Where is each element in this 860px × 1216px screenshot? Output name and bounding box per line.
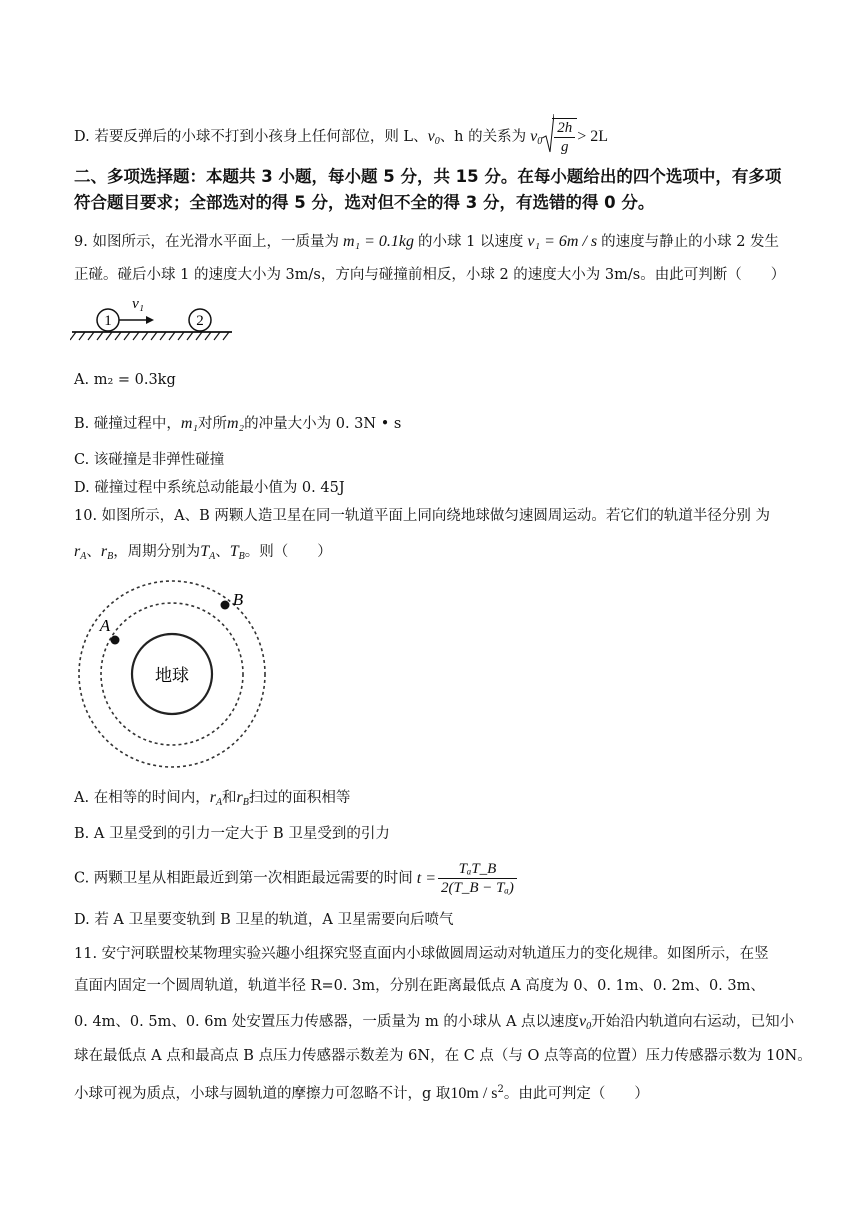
hatch-mark <box>169 332 175 340</box>
hatch-mark <box>196 332 202 340</box>
section-heading-line1: 二、多项选择题：本题共 3 小题，每小题 5 分，共 15 分。在每小题给出的四个选项中，有多项 <box>74 167 782 186</box>
q10-option-b: B. A 卫星受到的引力一定大于 B 卫星受到的引力 <box>74 826 390 842</box>
option-d-q8: D. 若要反弹后的小球不打到小孩身上任何部位，则 L、$v_0$、h 的关系为 $v_0$ $\frac{2h}{g}$ > 2L <box>74 118 608 156</box>
hatch-mark <box>88 332 94 340</box>
hatch-mark <box>106 332 112 340</box>
hatch-mark <box>133 332 139 340</box>
q10-option-a: A. 在相等的时间内，$r_A$和$r_B$扫过的面积相等 <box>74 789 351 808</box>
hatch-mark <box>124 332 130 340</box>
ground-hatching <box>70 332 229 340</box>
q10-line1: 10. 如图所示，A、B 两颗人造卫星在同一轨道平面上同向绕地球做匀速圆周运动。若它们的轨道半径分别 为 <box>74 508 771 524</box>
q11-line2: 直面内固定一个圆周轨道，轨道半径 R=0. 3m，分别在距离最低点 A 高度为 0、0. 1m、0. 2m、0. 3m、 <box>74 978 765 994</box>
q9-option-a: A. m₂ = 0.3kg <box>74 372 176 388</box>
hatch-mark <box>97 332 103 340</box>
q10-orbit-figure <box>72 574 272 774</box>
q10-line2: $r_A$、$r_B$，周期分别为$T_A$、$T_B$。则（ ） <box>74 543 332 562</box>
hatch-mark <box>70 332 76 340</box>
ball-1-label: 1 <box>104 313 112 329</box>
hatch-mark <box>214 332 220 340</box>
q11-line4: 球在最低点 A 点和最高点 B 点压力传感器示数差为 6N，在 C 点（与 O 点等高的位置）压力传感器示数为 10N。 <box>74 1048 812 1064</box>
q10-option-d: D. 若 A 卫星要变轨到 B 卫星的轨道，A 卫星需要向后喷气 <box>74 912 454 928</box>
q9-line1: 9. 如图所示，在光滑水平面上，一质量为 m₁ = 0.1kg 的小球 1 以速度 v₁ = 6m / s 的速度与静止的小球 2 发生 <box>74 233 780 250</box>
sqrt-expression: $\frac{2h}{g}$ <box>542 118 577 156</box>
q9-collision-figure <box>70 296 240 348</box>
earth-label: 地球 <box>155 666 189 686</box>
satellite-a <box>111 636 120 645</box>
satellite-b <box>221 601 230 610</box>
ball-2-label: 2 <box>196 313 204 329</box>
q11-line5: 小球可视为质点，小球与圆轨道的摩擦力可忽略不计，g 取$10m / s^2$。由此可判定（ ） <box>74 1084 649 1102</box>
satellite-a-label: A <box>99 616 111 635</box>
q11-line1: 11. 安宁河联盟校某物理实验兴趣小组探究竖直面内小球做圆周运动对轨道压力的变化规律。如图所示，在竖 <box>74 946 769 962</box>
hatch-mark <box>115 332 121 340</box>
hatch-mark <box>187 332 193 340</box>
section-heading-line2: 符合题目要求；全部选对的得 5 分，选对但不全的得 3 分，有选错的得 0 分。 <box>74 193 655 212</box>
q11-line3: 0. 4m、0. 5m、0. 6m 处安置压力传感器，一质量为 m 的小球从 A 点以速度$v_0$开始沿内轨道向右运动，已知小 <box>74 1013 795 1032</box>
q9-line2: 正碰。碰后小球 1 的速度大小为 3m/s，方向与碰撞前相反，小球 2 的速度大小为 3m/s。由此可判断（ ） <box>74 267 786 283</box>
hatch-mark <box>79 332 85 340</box>
hatch-mark <box>223 332 229 340</box>
q9-option-d: D. 碰撞过程中系统总动能最小值为 0. 45J <box>74 480 345 496</box>
hatch-mark <box>142 332 148 340</box>
q9-option-b: B. 碰撞过程中，m₁对所m₂的冲量大小为 0. 3N • s <box>74 415 402 432</box>
hatch-mark <box>178 332 184 340</box>
hatch-mark <box>151 332 157 340</box>
satellite-b-label: B <box>232 590 244 609</box>
hatch-mark <box>205 332 211 340</box>
velocity-label: v₁ <box>132 296 144 312</box>
q10-option-c: C. 两颗卫星从相距最近到第一次相距最远需要的时间 t = $\frac{\text{TₐT\_B}}{\text{2(T\_B − Tₐ)}}$ <box>74 860 519 897</box>
q9-option-c: C. 该碰撞是非弹性碰撞 <box>74 452 225 468</box>
hatch-mark <box>160 332 166 340</box>
